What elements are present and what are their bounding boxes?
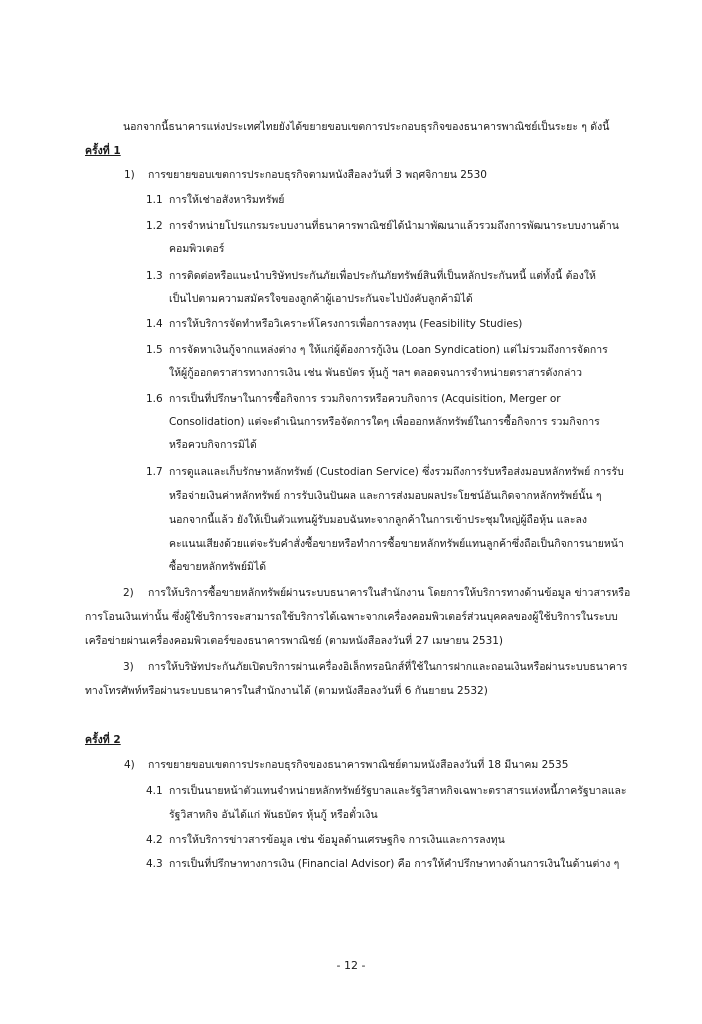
subitem-1-4-number: 1.4 xyxy=(146,318,163,330)
item-3-line-2: ทางโทรศัพท์หรือผ่านระบบธนาคารในสำนักงานได้ (ตามหนังสือลงวันที่ 6 กันยายน 2532) xyxy=(85,685,488,697)
subitem-4-1-number: 4.1 xyxy=(146,785,163,797)
subitem-1-6-line-1: การเป็นที่ปรึกษาในการซื้อกิจการ รวมกิจการหรือควบกิจการ (Acquisition, Merger or xyxy=(169,393,561,405)
item-1-text: การขยายขอบเขตการประกอบธุรกิจตามหนังสือลงวันที่ 3 พฤศจิกายน 2530 xyxy=(148,169,487,181)
subitem-4-1-line-1: การเป็นนายหน้าตัวแทนจำหน่ายหลักทรัพย์รัฐบาลและรัฐวิสาหกิจเฉพาะตราสารแห่งหนี้ภาครัฐบาลและ xyxy=(169,785,627,797)
item-4-text: การขยายขอบเขตการประกอบธุรกิจของธนาคารพาณิชย์ตามหนังสือลงวันที่ 18 มีนาคม 2535 xyxy=(148,759,569,771)
subitem-4-3-number: 4.3 xyxy=(146,858,163,870)
item-2-line-1: การให้บริการซื้อขายหลักทรัพย์ผ่านระบบธนาคารในสำนักงาน โดยการให้บริการทางด้านข้อมูล ข่าวสารหรือ xyxy=(148,587,631,599)
subitem-1-1-line-1: การให้เช่าอสังหาริมทรัพย์ xyxy=(169,194,285,206)
subitem-1-1-number: 1.1 xyxy=(146,194,163,206)
section-heading-round2: ครั้งที่ 2 xyxy=(85,734,121,746)
subitem-1-2-line-2: คอมพิวเตอร์ xyxy=(169,243,225,255)
subitem-1-6-number: 1.6 xyxy=(146,393,163,405)
subitem-1-6-line-3: หรือควบกิจการมิได้ xyxy=(169,439,257,451)
section-heading-round1: ครั้งที่ 1 xyxy=(85,145,121,157)
subitem-1-7-line-1: การดูแลและเก็บรักษาหลักทรัพย์ (Custodian Service) ซึ่งรวมถึงการรับหรือส่งมอบหลักทรัพย์ การรับ xyxy=(169,466,624,478)
item-2-number: 2) xyxy=(123,587,134,599)
item-2-line-3: เครือข่ายผ่านเครื่องคอมพิวเตอร์ของธนาคารพาณิชย์ (ตามหนังสือลงวันที่ 27 เมษายน 2531) xyxy=(85,635,504,647)
subitem-1-2-number: 1.2 xyxy=(146,220,163,232)
subitem-1-5-number: 1.5 xyxy=(146,344,163,356)
subitem-1-4-line-1: การให้บริการจัดทำหรือวิเคราะห์โครงการเพื่อการลงทุน (Feasibility Studies) xyxy=(169,318,523,330)
subitem-1-5-line-2: ให้ผู้กู้ออกตราสารทางการเงิน เช่น พันธบัตร หุ้นกู้ ฯลฯ ตลอดจนการจำหน่ายตราสารดังกล่าว xyxy=(169,367,583,379)
subitem-1-5-line-1: การจัดหาเงินกู้จากแหล่งต่าง ๆ ให้แก่ผู้ต้องการกู้เงิน (Loan Syndication) แต่ไม่รวมถึงการจัดการ xyxy=(169,344,608,356)
subitem-4-3-line-1: การเป็นที่ปรึกษาทางการเงิน (Financial Advisor) คือ การให้คำปรึกษาทางด้านการเงินในด้านต่าง ๆ xyxy=(169,858,620,870)
subitem-1-7-line-4: คะแนนเสียงด้วยแต่จะรับคำสั่งซื้อขายหรือทำการซื้อขายหลักทรัพย์แทนลูกค้าซึ่งถือเป็นกิจการนายหน้า xyxy=(169,538,624,550)
subitem-1-7-line-5: ซื้อขายหลักทรัพย์มิได้ xyxy=(169,561,267,573)
subitem-1-3-line-2: เป็นไปตามความสมัครใจของลูกค้าผู้เอาประกันจะไปบังคับลูกค้ามิได้ xyxy=(169,293,473,305)
subitem-1-7-line-3: นอกจากนี้แล้ว ยังให้เป็นตัวแทนผู้รับมอบฉันทะจากลูกค้าในการเข้าประชุมใหญ่ผู้ถือหุ้น และลง xyxy=(169,514,588,526)
subitem-1-7-line-2: หรือจ่ายเงินค่าหลักทรัพย์ การรับเงินปันผล และการส่งมอบผลประโยชน์อันเกิดจากหลักทรัพย์นั้น ๆ xyxy=(169,490,602,502)
subitem-1-3-number: 1.3 xyxy=(146,270,163,282)
intro-paragraph: นอกจากนี้ธนาคารแห่งประเทศไทยยังได้ขยายขอบเขตการประกอบธุรกิจของธนาคารพาณิชย์เป็นระยะ ๆ ดังนี้ xyxy=(123,121,610,133)
subitem-1-2-line-1: การจำหน่ายโปรแกรมระบบงานที่ธนาคารพาณิชย์ได้นำมาพัฒนาแล้วรวมถึงการพัฒนาระบบงานด้าน xyxy=(169,220,619,232)
subitem-4-2-number: 4.2 xyxy=(146,834,163,846)
subitem-1-6-line-2: Consolidation) แต่จะดำเนินการหรือจัดการใดๆ เพื่อออกหลักทรัพย์ในการซื้อกิจการ รวมกิจการ xyxy=(169,416,600,428)
subitem-1-3-line-1: การติดต่อหรือแนะนำบริษัทประกันภัยเพื่อประกันภัยทรัพย์สินที่เป็นหลักประกันหนี้ แต่ทั้งนี้ ต้องให้ xyxy=(169,270,596,282)
subitem-4-2-line-1: การให้บริการข่าวสารข้อมูล เช่น ข้อมูลด้านเศรษฐกิจ การเงินและการลงทุน xyxy=(169,834,505,846)
page-number: - 12 - xyxy=(336,959,366,972)
item-1-number: 1) xyxy=(124,169,135,181)
subitem-4-1-line-2: รัฐวิสาหกิจ อันได้แก่ พันธบัตร หุ้นกู้ หรือตั๋วเงิน xyxy=(169,809,378,821)
item-4-number: 4) xyxy=(124,759,135,771)
subitem-1-7-number: 1.7 xyxy=(146,466,163,478)
item-3-line-1: การให้บริษัทประกันภัยเปิดบริการผ่านเครื่องอิเล็กทรอนิกส์ที่ใช้ในการฝากและถอนเงินหรือผ่านระบบธนาคาร xyxy=(148,661,628,673)
item-3-number: 3) xyxy=(123,661,134,673)
item-2-line-2: การโอนเงินเท่านั้น ซึ่งผู้ใช้บริการจะสามารถใช้บริการได้เฉพาะจากเครื่องคอมพิวเตอร์ส่วนบุคคลของผู้ใช้บริการในระบบ xyxy=(85,611,618,623)
